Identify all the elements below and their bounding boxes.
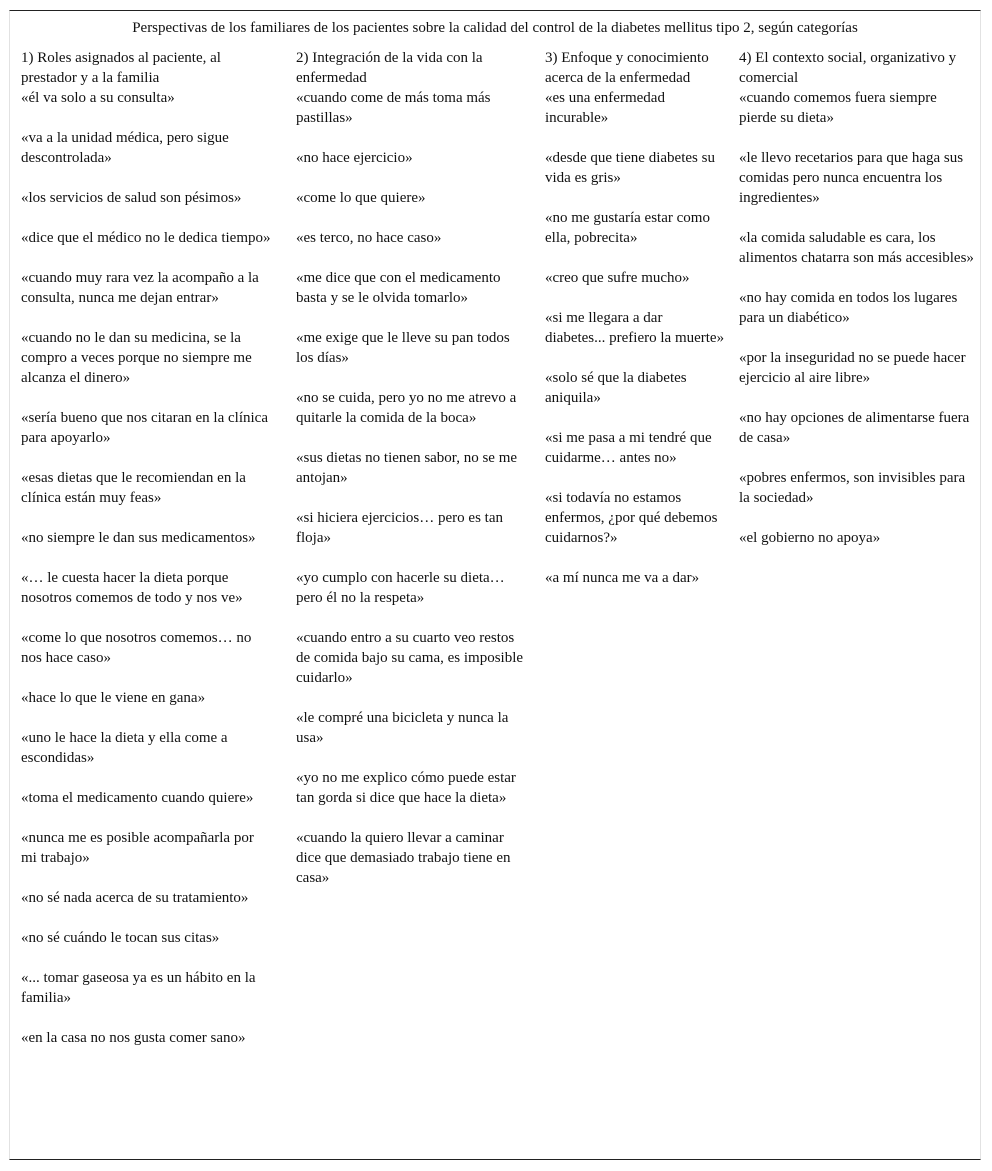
quote-item: «le llevo recetarios para que haga sus comidas pero nunca encuentra los ingredientes» <box>739 150 964 206</box>
quote-item: «cuando la quiero llevar a caminar dice que demasiado trabajo tiene en casa» <box>296 830 511 886</box>
quote-item: «no sé nada acerca de su tratamiento» <box>21 890 249 906</box>
column-context <box>739 48 975 548</box>
column-roles <box>21 48 271 1048</box>
table-caption: Perspectivas de los familiares de los pacientes sobre la calidad del control de la diabetes mellitus tipo 2, según categorías <box>132 20 858 36</box>
quote-item: «solo sé que la diabetes aniquila» <box>545 370 687 406</box>
quote-item: «en la casa no nos gusta comer sano» <box>21 1030 246 1046</box>
quote-item: «a mí nunca me va a dar» <box>545 570 700 586</box>
quote-item: «sería bueno que nos citaran en la clínica para apoyarlo» <box>21 410 268 446</box>
quote-item: «esas dietas que le recomiendan en la clínica están muy feas» <box>21 470 246 506</box>
quote-item: «nunca me es posible acompañarla por mi trabajo» <box>21 830 254 866</box>
quote-item: «sus dietas no tienen sabor, no se me antojan» <box>296 450 518 486</box>
column-header: 3) Enfoque y conocimiento acerca de la enfermedad <box>545 50 709 86</box>
quote-item: «come lo que nosotros comemos… no nos hace caso» <box>21 630 252 666</box>
quote-item: «dice que el médico no le dedica tiempo» <box>21 230 271 246</box>
quote-list <box>545 88 725 588</box>
quote-item: «come lo que quiere» <box>296 190 426 206</box>
quote-item: «no hay opciones de alimentarse fuera de casa» <box>739 410 970 446</box>
quote-item: «hace lo que le viene en gana» <box>21 690 206 706</box>
quote-item: «yo no me explico cómo puede estar tan gorda si dice que hace la dieta» <box>296 770 516 806</box>
quote-item: «yo cumplo con hacerle su dieta… pero él no la respeta» <box>296 570 505 606</box>
quote-item: «cuando comemos fuera siempre pierde su dieta» <box>739 90 937 126</box>
quote-list <box>21 88 271 1048</box>
quote-item: «la comida saludable es cara, los alimentos chatarra son más accesibles» <box>739 230 974 266</box>
quote-item: «si todavía no estamos enfermos, ¿por qué debemos cuidarnos?» <box>545 490 718 546</box>
quote-item: «uno le hace la dieta y ella come a escondidas» <box>21 730 228 766</box>
column-header: 2) Integración de la vida con la enfermedad <box>296 50 483 86</box>
quote-item: «el gobierno no apoya» <box>739 530 881 546</box>
table-frame <box>9 10 981 1160</box>
quote-item: «si me pasa a mi tendré que cuidarme… antes no» <box>545 430 712 466</box>
quote-item: «creo que sufre mucho» <box>545 270 690 286</box>
column-integration <box>296 48 524 888</box>
quote-item: «no siempre le dan sus medicamentos» <box>21 530 256 546</box>
quote-item: «... tomar gaseosa ya es un hábito en la familia» <box>21 970 256 1006</box>
quote-item: «le compré una bicicleta y nunca la usa» <box>296 710 509 746</box>
quote-item: «pobres enfermos, son invisibles para la sociedad» <box>739 470 966 506</box>
quote-item: «… le cuesta hacer la dieta porque nosotros comemos de todo y nos ve» <box>21 570 243 606</box>
quote-item: «cuando muy rara vez la acompaño a la consulta, nunca me dejan entrar» <box>21 270 259 306</box>
quote-item: «cuando come de más toma más pastillas» <box>296 90 491 126</box>
column-knowledge <box>545 48 725 588</box>
column-header: 1) Roles asignados al paciente, al prestador y a la familia <box>21 50 221 86</box>
column-header: 4) El contexto social, organizativo y comercial <box>739 50 957 86</box>
quote-item: «si me llegara a dar diabetes... prefiero la muerte» <box>545 310 725 346</box>
quote-item: «es terco, no hace caso» <box>296 230 442 246</box>
quote-item: «es una enfermedad incurable» <box>545 90 665 126</box>
quote-item: «toma el medicamento cuando quiere» <box>21 790 254 806</box>
quote-item: «no me gustaría estar como ella, pobrecita» <box>545 210 710 246</box>
quote-item: «él va solo a su consulta» <box>21 90 175 106</box>
quote-item: «no hace ejercicio» <box>296 150 413 166</box>
quote-list <box>296 88 524 888</box>
quote-item: «los servicios de salud son pésimos» <box>21 190 242 206</box>
quote-item: «va a la unidad médica, pero sigue descontrolada» <box>21 130 229 166</box>
quote-item: «si hiciera ejercicios… pero es tan floja» <box>296 510 503 546</box>
quote-item: «me dice que con el medicamento basta y se le olvida tomarlo» <box>296 270 501 306</box>
quote-item: «no se cuida, pero yo no me atrevo a quitarle la comida de la boca» <box>296 390 517 426</box>
quote-item: «no hay comida en todos los lugares para un diabético» <box>739 290 958 326</box>
quote-item: «por la inseguridad no se puede hacer ejercicio al aire libre» <box>739 350 966 386</box>
quote-item: «desde que tiene diabetes su vida es gris» <box>545 150 715 186</box>
quote-item: «no sé cuándo le tocan sus citas» <box>21 930 220 946</box>
quote-list <box>739 88 975 548</box>
quote-item: «cuando entro a su cuarto veo restos de comida bajo su cama, es imposible cuidarlo» <box>296 630 524 686</box>
quote-item: «me exige que le lleve su pan todos los días» <box>296 330 510 366</box>
quote-item: «cuando no le dan su medicina, se la compro a veces porque no siempre me alcanza el dinero» <box>21 330 252 386</box>
